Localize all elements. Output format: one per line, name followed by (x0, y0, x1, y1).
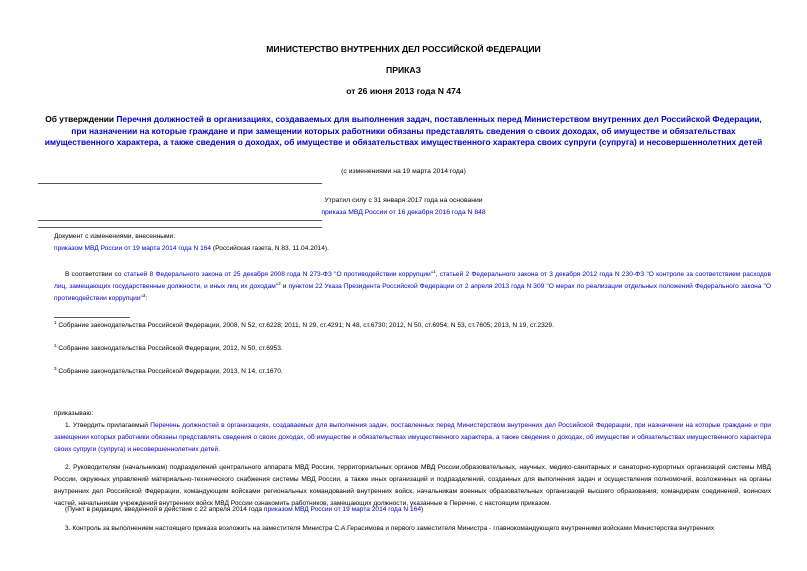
order-word: приказываю: (54, 410, 94, 417)
item-2-note (65, 504, 771, 516)
title-prefix: Об утверждении (45, 114, 117, 124)
footnote-mark: 1 (54, 319, 57, 325)
document-title (40, 114, 767, 149)
date-number-heading: от 26 июня 2013 года N 474 (346, 86, 461, 96)
item-3: 3. Контроль за выполнением настоящего приказа возложить на заместителя Министра С.А.Герасимова и первого заместителя Министра - главнокомандующего внутренними войсками Министерства внутренних (65, 525, 715, 532)
validity-link[interactable]: приказа МВД России от 16 декабря 2016 года N 848 (321, 209, 486, 216)
footnote-3 (54, 366, 774, 378)
footnote-text: Собрание законодательства Российской Федерации, 2008, N 52, ст.6228; 2011, N 29, ст.4291; N 48, ст.6730; 2012, N 50, ст.6954; N 53, ст.7605; 2013, N 19, ст.2329. (56, 322, 554, 329)
preamble-link-ukaz309[interactable]: пунктом 22 Указа Президента Российской Федерации от 2 апреля 2013 года N 309 "О мерах по реализации отдельных положений Федерального закона "О противодействии коррупции" (54, 283, 771, 302)
footnote-text: Собрание законодательства Российской Федерации, 2012, N 50, ст.6953. (56, 345, 283, 352)
preamble-text: : (145, 295, 148, 302)
doc-type-heading: ПРИКАЗ (386, 65, 421, 75)
preamble-text: В соответствии со (65, 271, 124, 278)
amendment-note: (с изменениями на 19 марта 2014 года) (341, 168, 466, 175)
item-2-note-link[interactable]: приказом МВД России от 19 марта 2014 года N 164 (263, 506, 421, 513)
preamble-link-273fz[interactable]: статьей 8 Федерального закона от 25 декабря 2008 года N 273-ФЗ "О противодействии коррупции" (123, 271, 434, 278)
preamble-text: , (435, 271, 440, 278)
footnote-mark: 2 (54, 342, 57, 348)
footnote-2 (54, 343, 774, 355)
footnote-mark: 3 (54, 365, 57, 371)
preamble-link-230fz[interactable]: статьей 2 Федерального закона от 3 декабря 2012 года N 230-ФЗ "О контроле за соответствием расходов лиц, замещающих государственные должности, и иных лиц их доходам" (54, 271, 771, 290)
item-1 (54, 420, 771, 456)
item-1-link[interactable]: Перечень должностей в организациях, создаваемых для выполнения задач, поставленных перед Министерством внутренних дел Российской Федерации, при назначении на которые граждане и при замещении которых работники обязаны представлять сведения о своих доходах, об имуществе и обязательствах имущественного характера, а также сведения о доходах, об имуществе и обязательствах имущественного характера своих супруги (супруга) и несовершеннолетних детей (54, 422, 771, 453)
footnote-1 (54, 320, 774, 332)
footnote-ref: 1 (433, 268, 436, 274)
changes-doc-block (54, 231, 774, 255)
note-text: ) (421, 506, 424, 513)
item-2: 2. Руководителям (начальникам) подразделений центрального аппарата МВД России, территориальных органов МВД России,образовательных, научных, медико-санитарных и санаторно-курортных организаций системы МВД России, окружных управлений материально-технического снабжения системы МВД России, а также иных организаций и подразделений, созданных для выполнения задач и осуществления полномочий, возложенных на органы внутренних дел Российской Федерации, командующим войсками региональных командований внутренних войск, начальникам военных образовательных организаций высшего образования, командирам соединений, воинских частей, начальникам учреждений внутренних войск МВД России ознакомить работников, замещающих должности, указанные в Перечне, с настоящим приказом. (54, 464, 771, 507)
preamble-paragraph (54, 269, 771, 305)
note-text: (Пункт в редакции, введенной в действие с 22 апреля 2014 года (65, 506, 264, 513)
changes-doc-label: Документ с изменениями, внесенными: (54, 233, 176, 240)
item-1-text: . (218, 446, 220, 453)
footnote-divider (54, 317, 130, 318)
footnote-text: Собрание законодательства Российской Федерации, 2013, N 14, ст.1670. (56, 368, 283, 375)
footnote-ref: 2 (278, 280, 281, 286)
preamble-text: и (280, 283, 289, 290)
title-link[interactable]: Перечня должностей в организациях, создаваемых для выполнения задач, поставленных перед Министерством внутренних дел Российской Федерации, при назначении на которые граждане и при замещении которых работники обязаны представлять сведения о своих доходах, об имуществе и обязательствах имущественного характера, а также сведения о доходах, об имуществе и обязательствах имущественного характера своих супруги (супруга) и несовершеннолетних детей (44, 114, 763, 147)
changes-doc-suffix: (Российская газета, N 83, 11.04.2014). (211, 245, 329, 252)
ministry-heading: МИНИСТЕРСТВО ВНУТРЕННИХ ДЕЛ РОССИЙСКОЙ ФЕДЕРАЦИИ (266, 44, 541, 54)
validity-text: Утратил силу с 31 января 2017 года на основании (324, 197, 483, 204)
divider (38, 227, 322, 228)
validity-block (200, 195, 607, 219)
item-1-text: 1. Утвердить прилагаемый (65, 422, 151, 429)
changes-doc-link[interactable]: приказом МВД России от 19 марта 2014 года N 164 (54, 245, 212, 252)
divider (38, 183, 322, 184)
divider (38, 220, 322, 221)
footnote-ref: 3 (142, 292, 146, 298)
